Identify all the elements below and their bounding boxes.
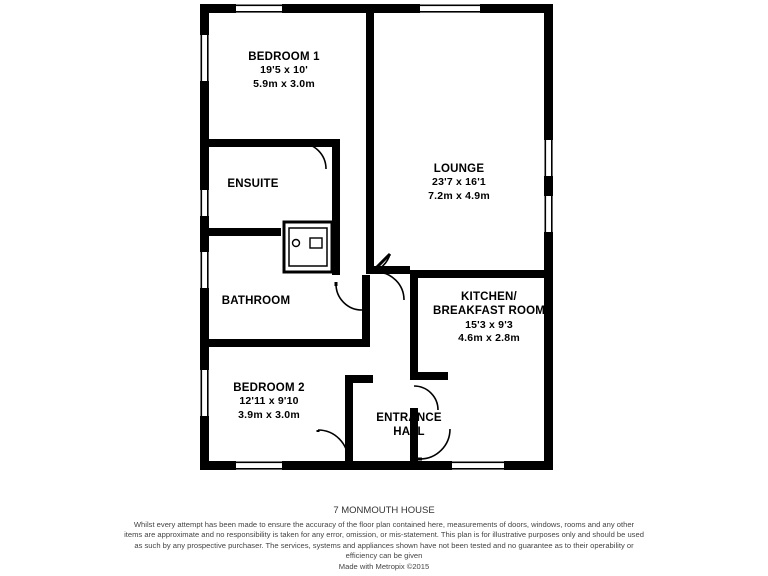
room-name: LOUNGE — [433, 163, 485, 175]
room-dim-imperial: 15'3 x 9'3 — [465, 318, 513, 331]
room-label-kitchen-breakfast-room — [419, 290, 559, 345]
room-name: ENSUITE — [227, 178, 279, 190]
disclaimer-text: Whilst every attempt has been made to ensure the accuracy of the floor plan contained here, measurements of doors, windows, rooms and any other items are approximate and no responsibility is taken for any error, omission, or mis-statement. This plan is for illustrative purposes only and should be used as such by any prospective purchaser. The services, systems and appliances shown have not been tested and no guarantee as to their operability or efficiency can be given — [124, 520, 644, 560]
room-name-line2: HALL — [393, 426, 425, 439]
room-dim-metric: 3.9m x 3.0m — [238, 408, 300, 421]
room-dim-imperial: 23'7 x 16'1 — [432, 176, 486, 189]
made-with-credit: Made with Metropix ©2015 — [338, 562, 430, 571]
room-dim-metric: 7.2m x 4.9m — [428, 189, 490, 202]
room-dim-imperial: 19'5 x 10' — [260, 64, 308, 77]
property-title: 7 MONMOUTH HOUSE — [333, 505, 435, 516]
room-label-bedroom-1 — [229, 50, 339, 91]
room-name: BATHROOM — [221, 295, 291, 307]
room-label-bedroom-2 — [209, 381, 329, 422]
footer — [0, 505, 768, 571]
room-name-line2: BREAKFAST ROOM — [432, 305, 546, 318]
room-label-ensuite — [198, 177, 308, 191]
shower-fixture — [284, 222, 332, 272]
room-label-lounge — [404, 162, 514, 203]
room-name: KITCHEN/ — [461, 291, 517, 303]
room-name: BEDROOM 1 — [248, 51, 320, 63]
room-dim-imperial: 12'11 x 9'10 — [239, 395, 299, 408]
room-label-entrance-hall — [359, 411, 459, 440]
room-dim-metric: 5.9m x 3.0m — [253, 77, 315, 90]
room-dim-metric: 4.6m x 2.8m — [458, 331, 520, 344]
room-label-bathroom — [196, 294, 316, 308]
room-name: ENTRANCE — [376, 412, 442, 424]
room-name: BEDROOM 2 — [233, 382, 305, 394]
